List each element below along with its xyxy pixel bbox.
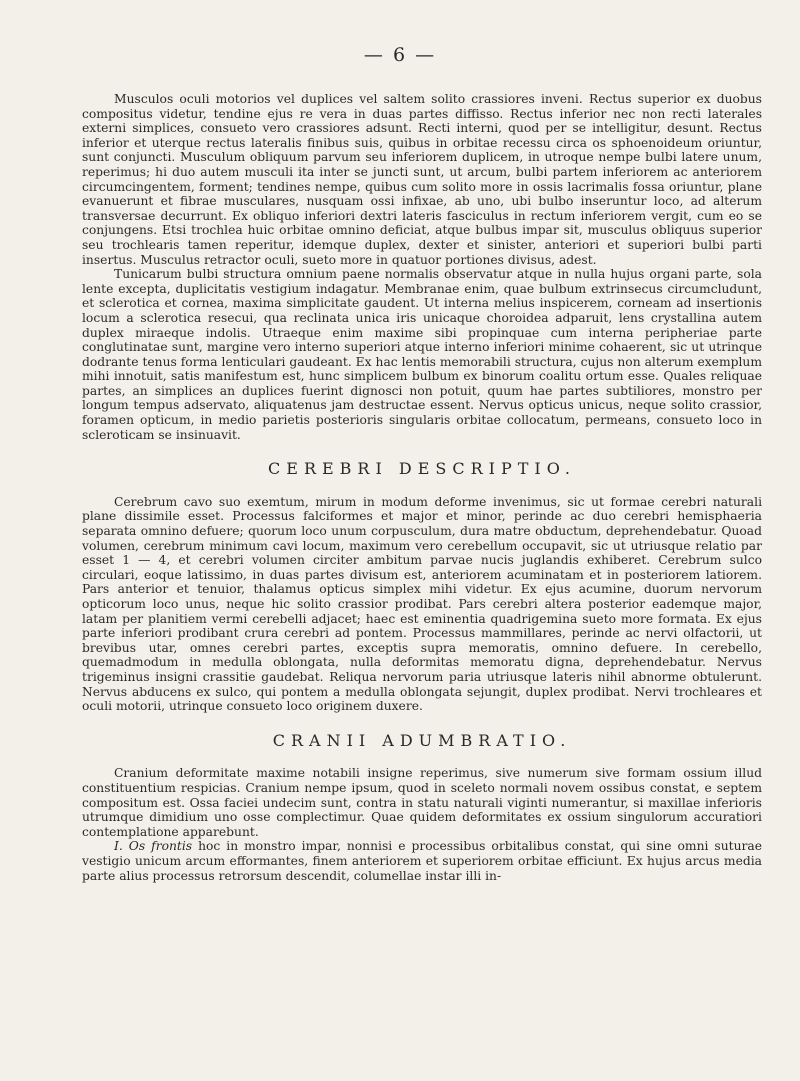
paragraph-bulb-tunics: Tunicarum bulbi structura omnium paene normalis observatur atque in nulla hujus organi parte, sola lente excepta, duplicitatis vestigium indagatur. Membranae enim, quae bulbum extrinsecus circumcludunt, et sclerotica et cornea, maxima simplicitate gaudent. Ut interna melius inspicerem, corneam ad insertionis locum a sclerotica resecui, qua reclinata unica iris unicaque choroidea adparuit, lens crystallina autem duplex miraeque indolis. Utraeque enim maxime sibi propinquae cum interna peripheriae parte conglutinatae sunt, margine vero interno superiori atque interno inferiori minime cohaerent, sic ut utrinque dodrante tenus forma lenticulari gaudeant. Ex hac lentis memorabili structura, cujus non alterum exemplum mihi innotuit, satis manifestum est, hunc simplicem bulbum ex binorum coalitu ortum esse. Quales reliquae partes, an simplices an duplices fuerint dignosci non potuit, quum hae partes subtiliores, monstro per longum tempus adservato, aliquatenus jam destructae essent. Nervus opticus unicus, neque solito crassior, foramen opticum, in medio parietis posterioris singularis orbitae collocatum, permeans, consueto loco in scleroticam se insinuavit. xyxy=(82,267,762,442)
section-heading-cerebri: CEREBRI DESCRIPTIO. xyxy=(268,459,576,479)
paragraph-os-frontis xyxy=(82,839,762,883)
paragraph-text: hoc in monstro impar, nonnisi e processibus orbitalibus constat, qui sine omni suturae vestigio unicum arcum efformantes, finem anteriorem et superiorem orbitae efficiunt. Ex hujus arcus media parte alius processus retrorsum descendit, columellae instar illi in- xyxy=(82,839,762,883)
page-body xyxy=(82,92,762,883)
page-number: — 6 — xyxy=(363,44,437,66)
section-heading-cranii: CRANII ADUMBRATIO. xyxy=(272,730,572,750)
paragraph-number: I. xyxy=(114,839,123,854)
paragraph-cranium: Cranium deformitate maxime notabili insigne reperimus, sive numerum sive formam ossium illud constituentium respicias. Cranium nempe ipsum, quod in sceleto normali novem ossibus constat, e septem compositum est. Ossa faciei undecim sunt, contra in statu naturali viginti numerantur, si maxillae inferioris utrumque dimidium uno osse complectimur. Quae quidem deformitates ex ossium singulorum accuratiori contemplatione apparebunt. xyxy=(82,766,762,839)
paragraph-eye-muscles: Musculos oculi motorios vel duplices vel saltem solito crassiores inveni. Rectus superior ex duobus compositus videtur, tendine ejus re vera in duas partes diffisso. Rectus inferior nec non recti laterales externi simplices, consueto vero crassiores adsunt. Recti interni, quod per se intelligitur, desunt. Rectus inferior et uterque rectus lateralis finibus suis, quibus in orbitae recessu circa os sphoenoideum oriuntur, sunt conjuncti. Musculum obliquum parvum seu inferiorem duplicem, in utroque nempe bulbi latere unum, reperimus; hi duo autem musculi ita inter se juncti sunt, ut arcum, bulbi partem inferiorem ac anteriorem circumcingentem, forment; tendines nempe, quibus cum solito more in ossis lacrimalis fossa oriuntur, plane evanuerunt et fibrae musculares, nusquam ossi infixae, ab uno, ubi bulbo inseruntur loco, ad alterum transversae decurrunt. Ex obliquo inferiori dextri lateris fasciculus in rectum inferiorem vergit, cum eo se conjungens. Etsi trochlea huic orbitae omnino deficiat, atque bulbus impar sit, musculus obliquus superior seu trochlearis tamen reperitur, idemque duplex, dexter et sinister, anteriori et superiori bulbi parti insertus. Musculus retractor oculi, sueto more in quatuor portiones divisus, adest. xyxy=(82,92,762,267)
term-os-frontis: Os frontis xyxy=(128,839,193,854)
paragraph-cerebrum: Cerebrum cavo suo exemtum, mirum in modum deforme invenimus, sic ut formae cerebri naturali plane dissimile esset. Processus falciformes et major et minor, perinde ac duo cerebri hemisphaeria separata omnino defuere; quorum loco unum corpusculum, dura matre obductum, deprehendebatur. Quoad volumen, cerebrum minimum cavi locum, maximum vero cerebellum occupavit, sic ut utriusque relatio par esset 1 — 4, et cerebri volumen circiter ambitum parvae nucis juglandis exhiberet. Cerebrum sulco circulari, eoque latissimo, in duas partes divisum est, anteriorem acuminatam et in posteriorem latiorem. Pars anterior et tenuior, thalamus opticus simplex mihi videtur. Ex ejus acumine, duorum nervorum opticorum loco unus, neque hic solito crassior prodibat. Pars cerebri altera posterior eademque major, latam per planitiem vermi cerebelli adjacet; haec est eminentia quadrigemina sueto more formata. Ex ejus parte inferiori prodibant crura cerebri ad pontem. Processus mammillares, perinde ac nervi olfactorii, ut brevibus utar, omnes cerebri partes, exceptis supra memoratis, omnino defuere. In cerebello, quemadmodum in medulla oblongata, nulla deformitas memoratu digna, deprehendebatur. Nervus trigeminus insigni crassitie gaudebat. Reliqua nervorum paria utriusque lateris nihil abnorme obtulerunt. Nervus abducens ex sulco, qui pontem a medulla oblongata sejungit, duplex prodibat. Nervi trochleares et oculi motorii, utrinque consueto loco originem duxere. xyxy=(82,494,762,714)
